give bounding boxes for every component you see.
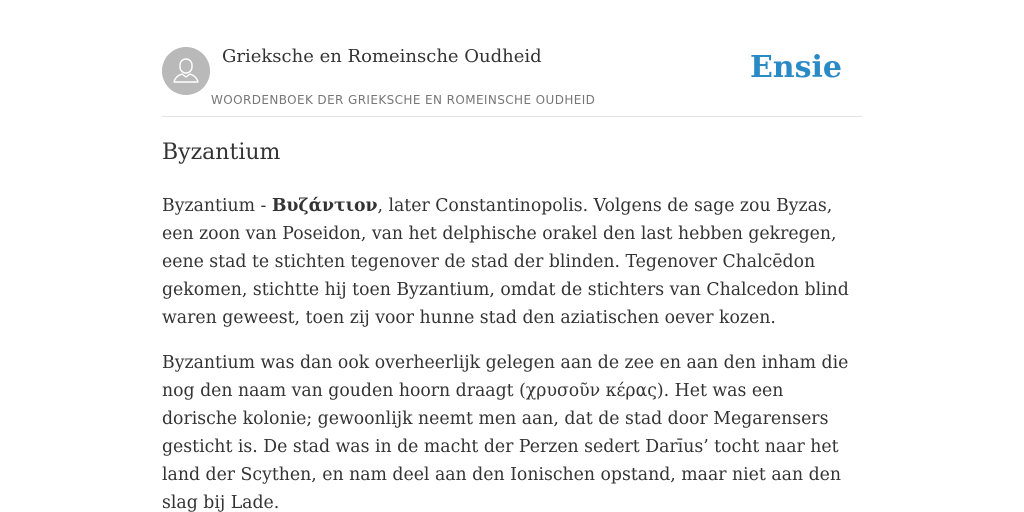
entry-body	[162, 192, 864, 512]
brand-logo[interactable]: Ensie	[749, 50, 842, 85]
page-container	[162, 0, 862, 512]
site-header	[162, 0, 862, 117]
entry-greek-term: Βυζάντιον	[271, 196, 378, 216]
page-title: Byzantium	[162, 140, 281, 165]
entry-paragraph-2: Byzantium was dan ook overheerlijk gelegen aan de zee en aan den inham die nog den naam van gouden hoorn draagt (χρυσοῦν κέρας). Het was een dorische kolonie; gewoonlijk neemt men aan, dat de stad door Megarensers gesticht is. De stad was in de macht der Perzen sedert Darīus’ tocht naar het land der Scythen, en nam deel aan den Ionischen opstand, maar niet aan den slag bij Lade.	[162, 353, 849, 512]
entry-term-separator: -	[255, 196, 272, 216]
entry-term: Byzantium	[162, 196, 255, 216]
entry-paragraph-1	[162, 192, 864, 332]
entry-paragraph-1-text: , later Constantinopolis. Volgens de sage zou Byzas, een zoon van Poseidon, van het delphische orakel den last hebben gekregen, eene stad te stichten tegenover de stad der blinden. Tegenover Chalcēdon gekomen, stichtte hij toen Byzantium, omdat de stichters van Chalcedon blind waren geweest, toen zij voor hunne stad den aziatischen oever kozen.	[162, 196, 849, 328]
site-title[interactable]: Grieksche en Romeinsche Oudheid	[222, 46, 542, 67]
user-icon[interactable]	[162, 47, 210, 95]
site-subtitle: WOORDENBOEK DER GRIEKSCHE EN ROMEINSCHE OUDHEID	[211, 93, 596, 107]
